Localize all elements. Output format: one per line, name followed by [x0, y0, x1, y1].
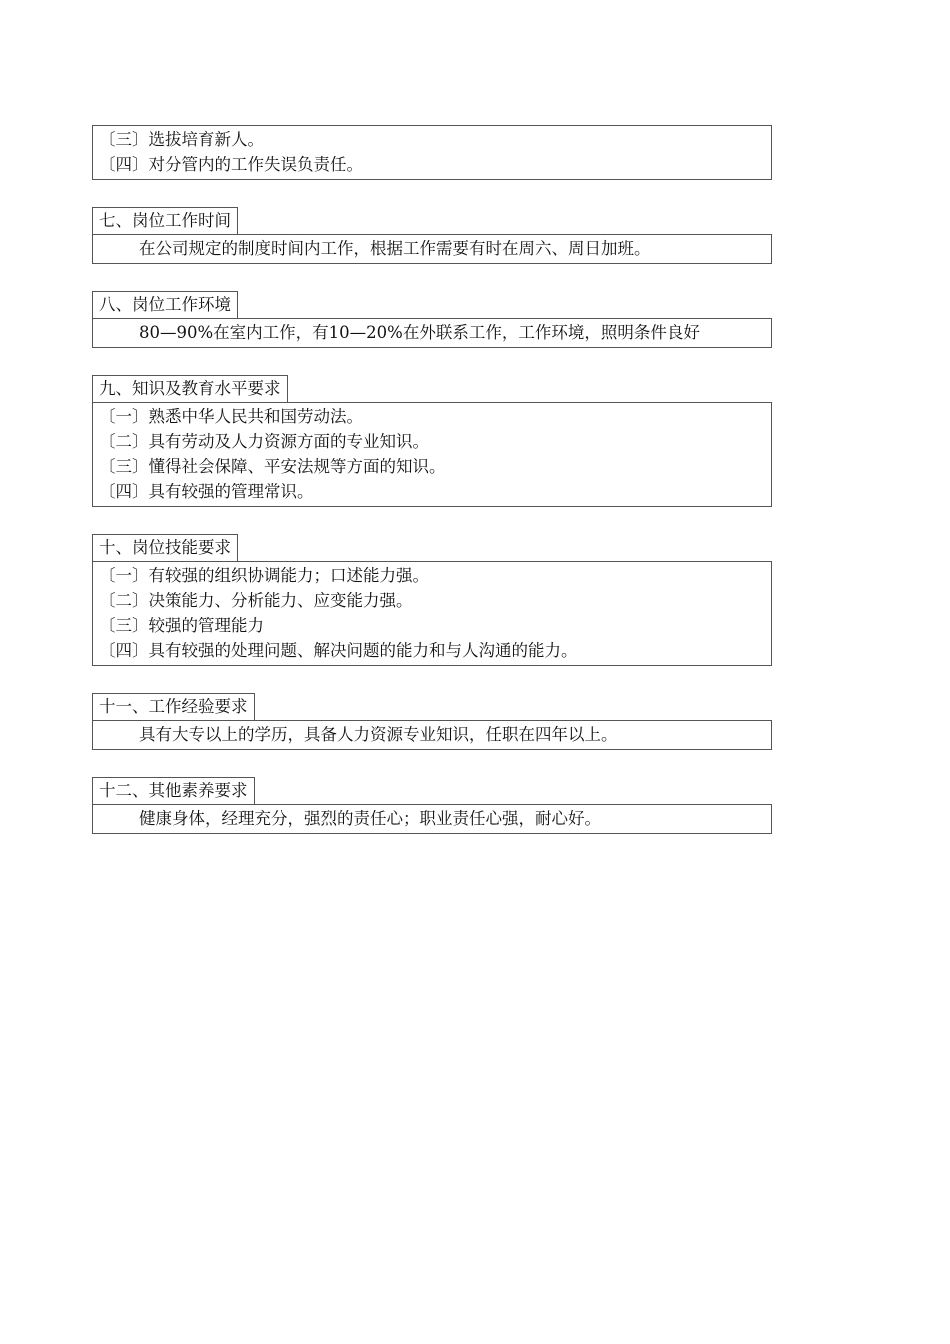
list-item: 在公司规定的制度时间内工作，根据工作需要有时在周六、周日加班。: [139, 239, 651, 258]
section-title: 十、岗位技能要求: [92, 534, 238, 561]
section-title: 八、岗位工作环境: [92, 291, 238, 318]
list-item: 〔一〕熟悉中华人民共和国劳动法。: [99, 407, 363, 426]
list-item: 〔二〕决策能力、分析能力、应变能力强。: [99, 591, 413, 610]
responsibilities-continued-box: [92, 125, 772, 180]
list-item: 〔三〕较强的管理能力: [99, 616, 264, 635]
section-body: [92, 402, 772, 507]
list-item: 〔三〕选拔培育新人。: [99, 130, 264, 149]
list-item: 具有大专以上的学历，具备人力资源专业知识，任职在四年以上。: [139, 725, 618, 744]
section-work-environment: [92, 291, 772, 348]
section-other-qualities: [92, 777, 772, 834]
section-body: [92, 234, 772, 264]
list-item: 〔四〕具有较强的管理常识。: [99, 482, 314, 501]
list-item: 〔二〕具有劳动及人力资源方面的专业知识。: [99, 432, 429, 451]
job-description-document: [92, 125, 772, 834]
section-skills: [92, 534, 772, 666]
section-body: [92, 720, 772, 750]
section-body: [92, 318, 772, 348]
list-item: 〔一〕有较强的组织协调能力；口述能力强。: [99, 566, 429, 585]
list-item: 〔三〕懂得社会保障、平安法规等方面的知识。: [99, 457, 446, 476]
section-experience: [92, 693, 772, 750]
section-body: [92, 561, 772, 666]
list-item: 健康身体，经理充分，强烈的责任心；职业责任心强，耐心好。: [139, 809, 601, 828]
list-item: 80—90%在室内工作，有10—20%在外联系工作，工作环境，照明条件良好: [139, 323, 700, 342]
list-item: 〔四〕对分管内的工作失误负责任。: [99, 155, 363, 174]
section-knowledge-education: [92, 375, 772, 507]
section-body: [92, 804, 772, 834]
list-item: 〔四〕具有较强的处理问题、解决问题的能力和与人沟通的能力。: [99, 641, 578, 660]
section-title: 十一、工作经验要求: [92, 693, 255, 720]
section-title: 九、知识及教育水平要求: [92, 375, 288, 402]
section-title: 十二、其他素养要求: [92, 777, 255, 804]
section-work-hours: [92, 207, 772, 264]
section-title: 七、岗位工作时间: [92, 207, 238, 234]
